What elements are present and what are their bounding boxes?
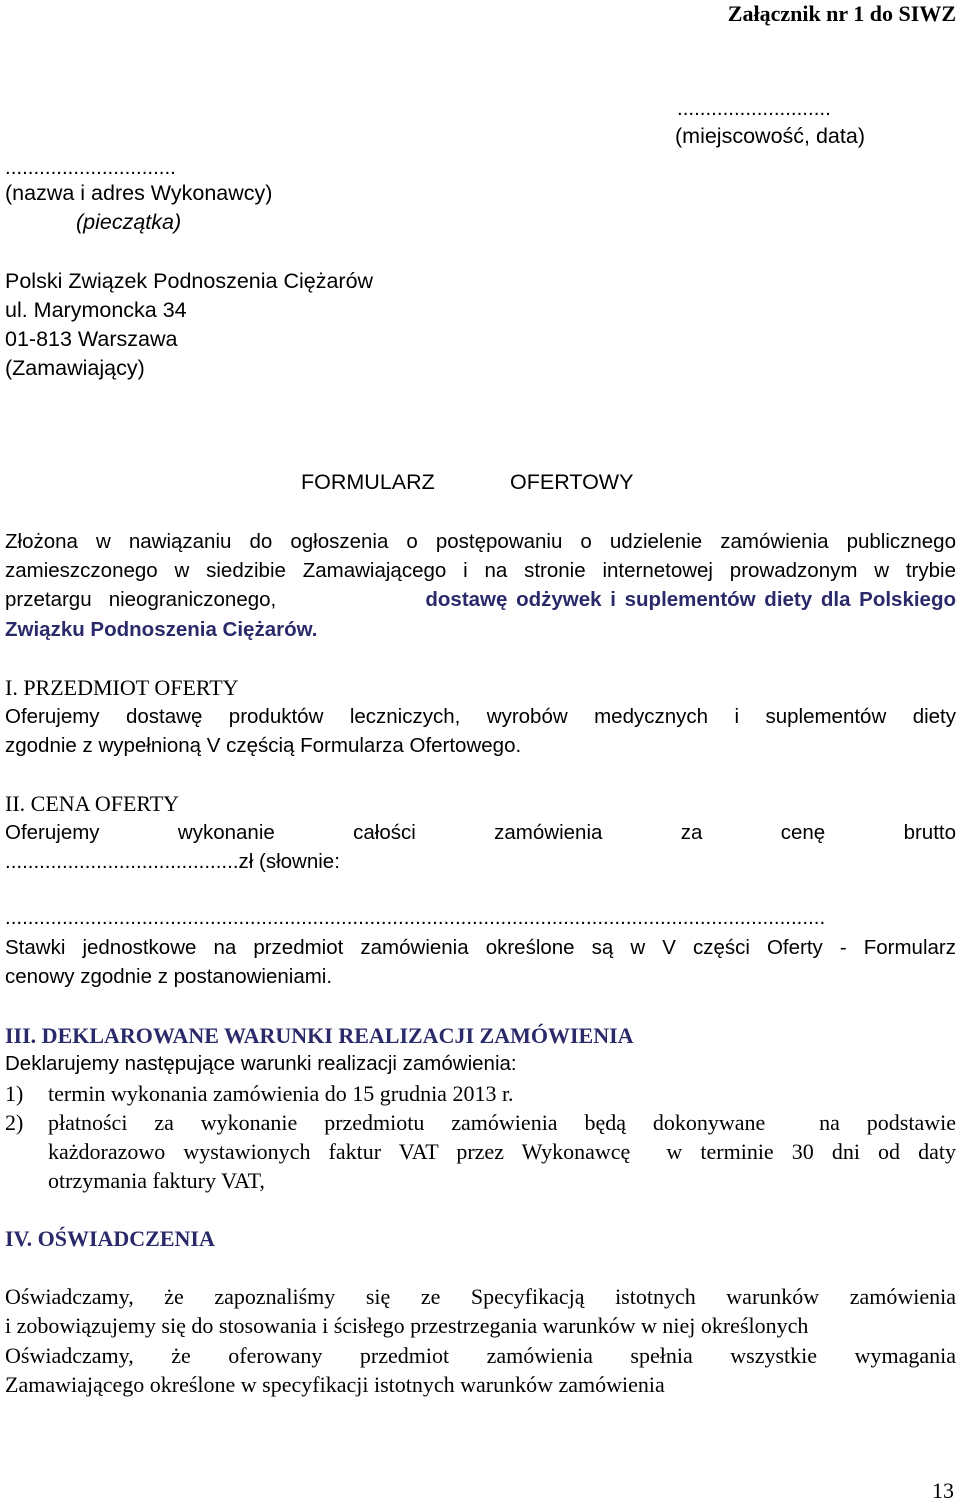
form-title-word1: FORMULARZ — [301, 470, 435, 494]
section-4-line-3: Oświadczamy, że oferowany przedmiot zamówienia spełnia wszystkie wymagania — [5, 1343, 956, 1368]
section-4-line-1: Oświadczamy, że zapoznaliśmy się ze Specyfikacją istotnych warunków zamówienia — [5, 1284, 956, 1309]
client-role: (Zamawiający) — [5, 356, 145, 380]
section-3-item-2-line-3: otrzymania faktury VAT, — [48, 1168, 265, 1193]
section-2-line-5: cenowy zgodnie z postanowieniami. — [5, 965, 333, 988]
section-4-line-2: i zobowiązujemy się do stosowania i ścisłego przestrzegania warunków w niej określonych — [5, 1313, 809, 1338]
form-title-word2: OFERTOWY — [510, 470, 634, 494]
intro-line-3 — [5, 588, 956, 612]
section-1-line-1: Oferujemy dostawę produktów leczniczych, wyrobów medycznych i suplementów diety — [5, 705, 956, 728]
section-2-price-line: .........................................zł (słownie: — [5, 850, 340, 873]
page-number: 13 — [932, 1478, 954, 1503]
section-4-line-4: Zamawiającego określone w specyfikacji istotnych warunków zamówienia — [5, 1372, 665, 1397]
section-2-line-4: Stawki jednostkowe na przedmiot zamówienia określone są w V części Oferty - Formularz — [5, 936, 956, 959]
section-3-item-2-number: 2) — [5, 1110, 24, 1135]
attachment-label: Załącznik nr 1 do SIWZ — [727, 1, 956, 26]
section-2-line-1: Oferujemy wykonanie całości zamówienia za cenę brutto — [5, 821, 956, 844]
section-3-item-2-line-2: każdorazowo wystawionych faktur VAT przez Wykonawcę w terminie 30 dni od daty — [48, 1139, 956, 1164]
section-3-heading: III. DEKLAROWANE WARUNKI REALIZACJI ZAMÓWIENIA — [5, 1023, 634, 1048]
contractor-label: (nazwa i adres Wykonawcy) — [5, 181, 273, 205]
place-date-label: (miejscowość, data) — [675, 124, 865, 148]
intro-line-3-bold: dostawę odżywek i suplementów diety dla Polskiego — [425, 588, 956, 611]
intro-line-3-plain: przetargu nieograniczonego, — [5, 588, 277, 611]
section-3-item-1-number: 1) — [5, 1081, 24, 1106]
section-2-words-dots: ................................................................................................................................................ — [5, 906, 826, 929]
place-date-dots: ........................... — [677, 97, 831, 120]
section-3-item-2-line-1: płatności za wykonanie przedmiotu zamówienia będą dokonywane na podstawie — [48, 1110, 956, 1135]
section-3-lead: Deklarujemy następujące warunki realizacji zamówienia: — [5, 1052, 517, 1075]
intro-line-2: zamieszczonego w siedzibie Zamawiającego i na stronie internetowej prowadzonym w trybie — [5, 559, 956, 582]
client-name: Polski Związek Podnoszenia Ciężarów — [5, 269, 374, 293]
client-street: ul. Marymoncka 34 — [5, 298, 187, 322]
section-1-line-2: zgodnie z wypełnioną V częścią Formularza Ofertowego. — [5, 734, 522, 757]
section-2-heading: II. CENA OFERTY — [5, 791, 180, 816]
contractor-stamp: (pieczątka) — [76, 210, 182, 234]
intro-line-1: Złożona w nawiązaniu do ogłoszenia o postępowaniu o udzielenie zamówienia publicznego — [5, 530, 956, 553]
section-1-heading: I. PRZEDMIOT OFERTY — [5, 675, 239, 700]
section-4-heading: IV. OŚWIADCZENIA — [5, 1226, 215, 1251]
contractor-dots: .............................. — [5, 156, 176, 179]
section-3-item-1: termin wykonania zamówienia do 15 grudnia 2013 r. — [48, 1081, 514, 1106]
intro-line-4-bold: Związku Podnoszenia Ciężarów. — [5, 618, 318, 641]
client-city: 01-813 Warszawa — [5, 327, 178, 351]
